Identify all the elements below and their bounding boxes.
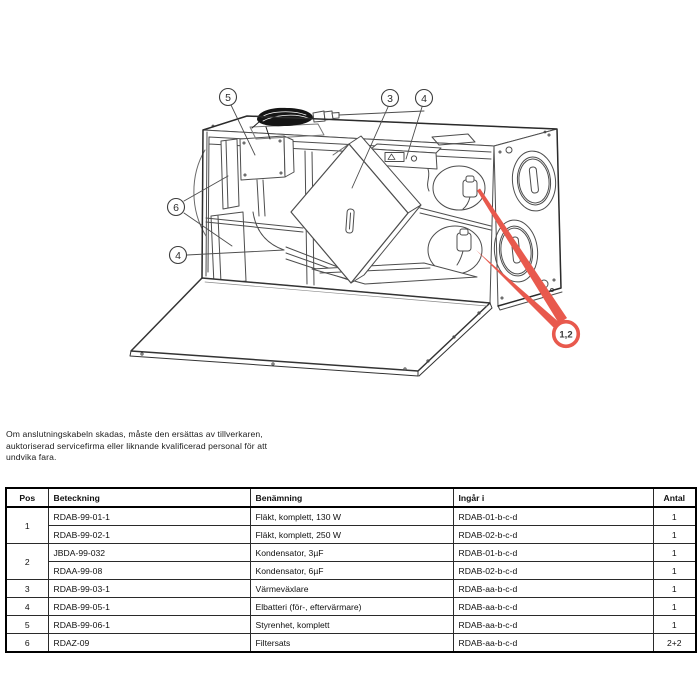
cell-antal: 1 <box>653 562 696 580</box>
table-row <box>6 507 696 526</box>
cell-ingar-i: RDAB-aa-b-c-d <box>453 634 653 653</box>
cell-pos: 5 <box>6 616 48 634</box>
table-row <box>6 526 696 544</box>
callout-5 <box>220 89 237 106</box>
table-header-row <box>6 488 696 507</box>
cell-ingar-i: RDAB-aa-b-c-d <box>453 580 653 598</box>
cell-pos: 4 <box>6 598 48 616</box>
col-header-ingar-i: Ingår i <box>453 488 653 507</box>
callout-4-top-label: 4 <box>421 93 427 105</box>
cell-antal: 1 <box>653 580 696 598</box>
cell-benamning: Kondensator, 3µF <box>250 544 453 562</box>
cell-antal: 2+2 <box>653 634 696 653</box>
cell-antal: 1 <box>653 544 696 562</box>
callout-6 <box>168 199 185 216</box>
callout-6-label: 6 <box>173 202 179 214</box>
parts-table <box>5 487 697 653</box>
cell-beteckning: RDAB-99-02-1 <box>48 526 250 544</box>
warning-line-1: Om anslutningskabeln skadas, måste den ersättas av tillverkaren, <box>6 429 263 439</box>
warning-text <box>6 429 267 464</box>
cell-ingar-i: RDAB-01-b-c-d <box>453 507 653 526</box>
callout-3 <box>382 90 399 107</box>
table-row <box>6 544 696 562</box>
cell-antal: 1 <box>653 507 696 526</box>
callout-5-label: 5 <box>225 92 231 104</box>
cell-benamning: Fläkt, komplett, 130 W <box>250 507 453 526</box>
col-header-pos: Pos <box>6 488 48 507</box>
cell-beteckning: RDAA-99-08 <box>48 562 250 580</box>
cell-ingar-i: RDAB-aa-b-c-d <box>453 598 653 616</box>
cell-pos: 6 <box>6 634 48 653</box>
cell-benamning: Filtersats <box>250 634 453 653</box>
table-row <box>6 580 696 598</box>
cell-antal: 1 <box>653 526 696 544</box>
callout-4-left-label: 4 <box>175 250 181 262</box>
cell-ingar-i: RDAB-02-b-c-d <box>453 526 653 544</box>
cell-beteckning: RDAZ-09 <box>48 634 250 653</box>
cell-benamning: Värmeväxlare <box>250 580 453 598</box>
cell-antal: 1 <box>653 616 696 634</box>
table-row <box>6 562 696 580</box>
cell-beteckning: RDAB-99-01-1 <box>48 507 250 526</box>
cell-benamning: Styrenhet, komplett <box>250 616 453 634</box>
cell-ingar-i: RDAB-02-b-c-d <box>453 562 653 580</box>
warning-line-3: undvika fara. <box>6 452 57 462</box>
cell-beteckning: JBDA-99-032 <box>48 544 250 562</box>
cell-beteckning: RDAB-99-06-1 <box>48 616 250 634</box>
cell-benamning: Fläkt, komplett, 250 W <box>250 526 453 544</box>
cell-pos: 2 <box>6 544 48 580</box>
cell-beteckning: RDAB-99-03-1 <box>48 580 250 598</box>
callout-4-top <box>416 90 433 107</box>
col-header-beteckning: Beteckning <box>48 488 250 507</box>
filter-upper <box>221 139 239 209</box>
callout-3-label: 3 <box>387 93 393 105</box>
cell-antal: 1 <box>653 598 696 616</box>
table-row <box>6 634 696 653</box>
cell-pos: 1 <box>6 507 48 544</box>
col-header-benamning: Benämning <box>250 488 453 507</box>
cell-ingar-i: RDAB-01-b-c-d <box>453 544 653 562</box>
table-row <box>6 598 696 616</box>
callout-1-2-label: 1,2 <box>559 329 573 341</box>
cell-beteckning: RDAB-99-05-1 <box>48 598 250 616</box>
warning-line-2: auktoriserad servicefirma eller liknande kvalificerad personal för att <box>6 440 268 451</box>
table-row <box>6 616 696 634</box>
cell-pos: 3 <box>6 580 48 598</box>
cell-ingar-i: RDAB-aa-b-c-d <box>453 616 653 634</box>
callout-4-left <box>170 247 187 264</box>
cell-benamning: Kondensator, 6µF <box>250 562 453 580</box>
cell-benamning: Elbatteri (för-, eftervärmare) <box>250 598 453 616</box>
col-header-antal: Antal <box>653 488 696 507</box>
